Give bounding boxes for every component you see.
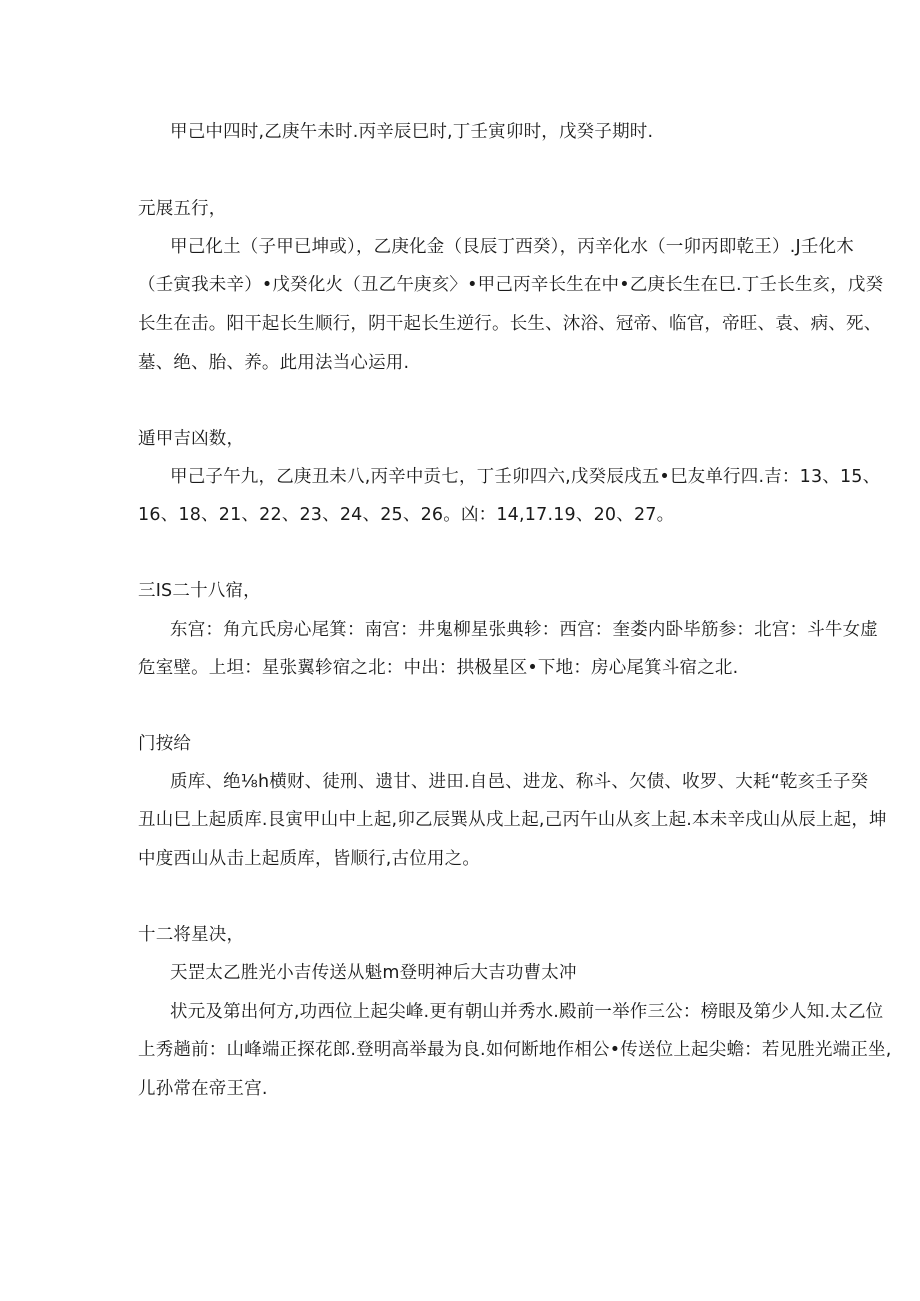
section-heading: 元展五行， xyxy=(138,199,227,219)
text-line: 长生在击。阳干起长生顺行，阴干起长生逆行。长生、沐浴、冠帝、临官，帝旺、袁、病、死、 xyxy=(138,314,882,334)
text-line: 中度西山从击上起质库，皆顺行,古位用之。 xyxy=(138,849,481,869)
text-line: 质库、绝⅛h横财、徒刑、遗甘、进田.自邑、进龙、称斗、欠债、收罗、大耗“乾亥壬子癸 xyxy=(170,772,869,792)
text-line: 危室壁。上坦：星张翼轸宿之北：中出：拱极星区•下地：房心尾箕斗宿之北. xyxy=(138,658,739,678)
text-line: 墓、绝、胎、养。此用法当心运用. xyxy=(138,353,410,373)
text-line: 丑山巳上起质库.艮寅甲山中上起,卯乙辰巽从戌上起,己丙午山从亥上起.本未辛戌山从辰上起，坤 xyxy=(138,810,887,830)
text-line: 儿孙常在帝王宫. xyxy=(138,1079,268,1099)
text-line: 16、18、21、22、23、24、25、26。凶：14,17.19、20、27。 xyxy=(138,505,675,525)
section-heading: 遁甲吉凶数， xyxy=(138,429,245,449)
section-heading: 三IS二十八宿， xyxy=(138,581,261,601)
text-line: （壬寅我未辛）•戊癸化火（丑乙午庚亥〉•甲己丙辛长生在中•乙庚长生在巳.丁壬长生亥，戊癸 xyxy=(138,275,884,295)
text-line: 状元及第出何方,功西位上起尖峰.更有朝山并秀水.殿前一举作三公：榜眼及第少人知.太乙位 xyxy=(170,1002,884,1022)
text-line: 上秀趟前：山峰端正探花郎.登明高举最为良.如何断地作相公•传送位上起尖蟾：若见胜光端正坐, xyxy=(138,1040,892,1060)
text-line: 甲己子午九，乙庚丑未八,丙辛中贡七，丁壬卯四六,戊癸辰戌五•巳友单行四.吉：13、15、 xyxy=(170,467,881,487)
section-heading: 十二将星决， xyxy=(138,925,245,945)
text-line: 东宫：角亢氏房心尾箕：南宫：井鬼柳星张典轸：西宫：奎娄内卧毕筋参：北宫：斗牛女虚 xyxy=(170,620,878,640)
text-line: 甲己化土（子甲已坤或），乙庚化金（艮辰丁西癸），丙辛化水（一卯丙即乾王）.J壬化木 xyxy=(170,237,854,257)
section-heading: 门按给 xyxy=(138,734,192,754)
text-line: 甲己中四时,乙庚午未时.丙辛辰巳时,丁壬寅卯时，戊癸子期时. xyxy=(170,122,654,142)
text-line: 天罡太乙胜光小吉传送从魁m登明神后大吉功曹太冲 xyxy=(170,963,577,983)
